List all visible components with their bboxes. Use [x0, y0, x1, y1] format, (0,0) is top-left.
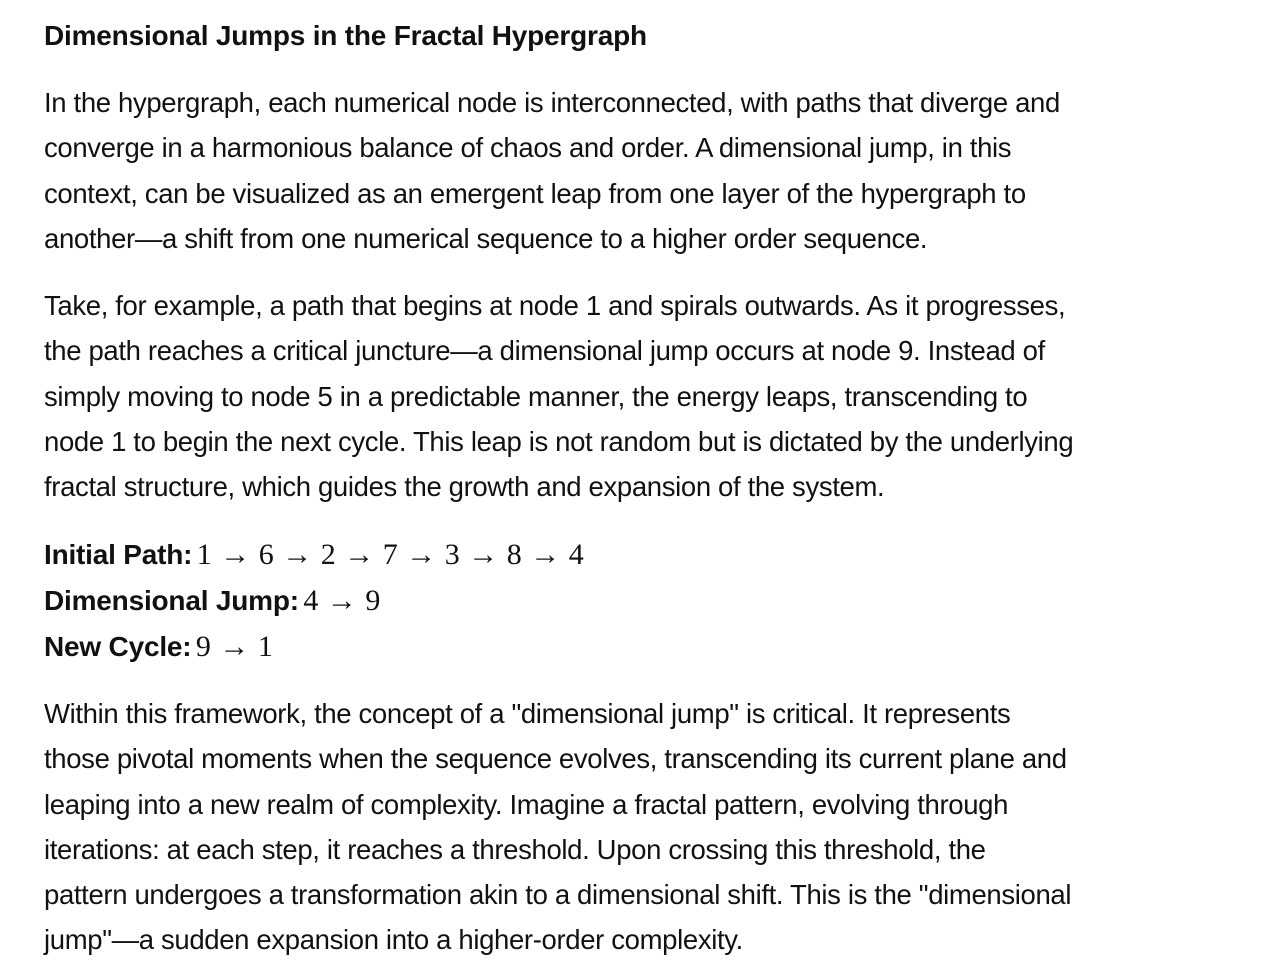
text-line: node 1 to begin the next cycle. This leap is not random but is dictated by the underlying — [44, 425, 1074, 457]
path-sequence: 9 → 1 — [195, 630, 274, 663]
path-list — [44, 532, 1254, 670]
paragraph-framework — [44, 691, 1254, 963]
document-title: Dimensional Jumps in the Fractal Hypergraph — [44, 20, 647, 51]
path-sequence: 1 → 6 → 2 → 7 → 3 → 8 → 4 — [196, 538, 585, 571]
paragraph-example — [44, 283, 1254, 509]
path-sequence: 4 → 9 — [303, 584, 381, 617]
path-row-initial — [44, 532, 1254, 578]
path-label: New Cycle: — [44, 631, 192, 662]
text-line: jump"—a sudden expansion into a higher-order complexity. — [44, 924, 743, 956]
text-line: leaping into a new realm of complexity. Imagine a fractal pattern, evolving through — [44, 788, 1009, 820]
text-line: the path reaches a critical juncture—a dimensional jump occurs at node 9. Instead of — [44, 335, 1045, 367]
path-row-new-cycle — [44, 624, 1254, 670]
text-line: context, can be visualized as an emergent leap from one layer of the hypergraph to — [44, 177, 1026, 209]
path-label: Dimensional Jump: — [44, 585, 299, 616]
path-row-dimensional-jump — [44, 578, 1254, 624]
text-line: iterations: at each step, it reaches a threshold. Upon crossing this threshold, the — [44, 833, 986, 865]
text-line: converge in a harmonious balance of chaos and order. A dimensional jump, in this — [44, 132, 1012, 164]
text-line: another—a shift from one numerical sequence to a higher order sequence. — [44, 222, 928, 254]
text-line: fractal structure, which guides the growth and expansion of the system. — [44, 471, 885, 503]
text-line: In the hypergraph, each numerical node is interconnected, with paths that diverge and — [44, 87, 1060, 118]
text-line: pattern undergoes a transformation akin to a dimensional shift. This is the "dimensional — [44, 879, 1072, 911]
text-line: Take, for example, a path that begins at node 1 and spirals outwards. As it progresses, — [44, 290, 1066, 321]
paragraph-intro — [44, 80, 1254, 261]
text-line: those pivotal moments when the sequence evolves, transcending its current plane and — [44, 743, 1067, 775]
text-line: Within this framework, the concept of a "dimensional jump" is critical. It represents — [44, 698, 1011, 729]
text-line: simply moving to node 5 in a predictable manner, the energy leaps, transcending to — [44, 380, 1028, 412]
path-label: Initial Path: — [44, 539, 193, 570]
